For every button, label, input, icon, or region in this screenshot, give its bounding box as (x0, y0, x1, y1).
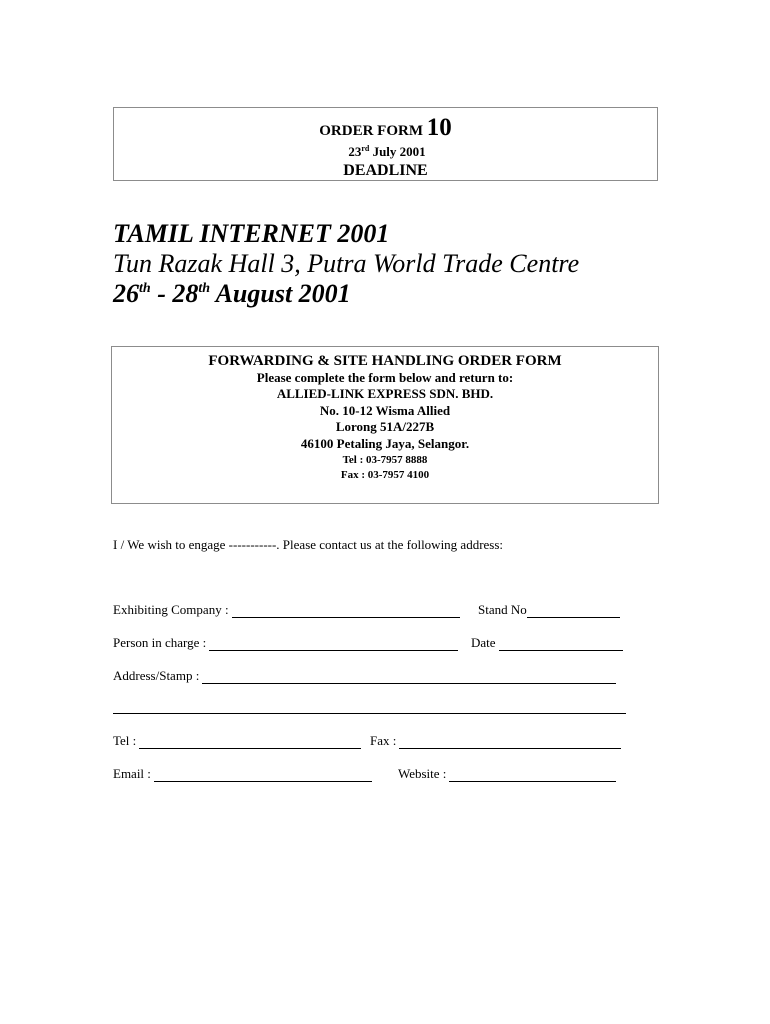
row-tel-fax (113, 733, 633, 751)
event-start-suffix: th (139, 281, 151, 296)
order-form-number: 10 (426, 114, 452, 141)
address-stamp-field[interactable] (113, 668, 616, 684)
deadline-day-suffix: rd (361, 144, 370, 153)
row-person-in-charge (113, 635, 633, 653)
fax-field[interactable] (370, 733, 621, 749)
website-field[interactable] (398, 766, 616, 782)
tel-label: Tel : (113, 733, 137, 748)
forwarding-company: ALLIED-LINK EXPRESS SDN. BHD. (276, 386, 494, 401)
order-form-label: ORDER FORM (319, 123, 427, 139)
order-form-title (114, 114, 657, 142)
tel-field[interactable] (113, 733, 361, 749)
event-venue: Tun Razak Hall 3, Putra World Trade Centre (113, 249, 580, 278)
forwarding-instruction: Please complete the form below and return to: (256, 370, 514, 385)
row-address-stamp (113, 668, 633, 686)
exhibiting-company-field[interactable] (113, 602, 460, 618)
forwarding-tel: Tel : 03-7957 8888 (342, 454, 428, 466)
website-label: Website : (398, 766, 447, 781)
date-label: Date (471, 635, 496, 650)
deadline-date (114, 144, 657, 160)
website-line[interactable] (449, 769, 616, 782)
deadline-month-year: July 2001 (369, 144, 426, 159)
forwarding-title: FORWARDING & SITE HANDLING ORDER FORM (208, 353, 562, 369)
event-date-separator: - 28 (150, 279, 199, 308)
forwarding-address-line1: No. 10-12 Wisma Allied (319, 403, 451, 418)
person-in-charge-line[interactable] (209, 638, 458, 651)
row-exhibiting-company (113, 602, 633, 620)
address-stamp-line[interactable] (202, 671, 616, 684)
forwarding-address-line3: 46100 Petaling Jaya, Selangor. (300, 436, 470, 451)
deadline-label: DEADLINE (343, 162, 428, 179)
address-stamp-label: Address/Stamp : (113, 668, 200, 683)
event-start-day: 26 (113, 279, 139, 308)
person-in-charge-field[interactable] (113, 635, 458, 651)
fax-line[interactable] (399, 736, 621, 749)
email-field[interactable] (113, 766, 372, 782)
event-title: TAMIL INTERNET 2001 (113, 219, 390, 248)
stand-no-line[interactable] (527, 605, 620, 618)
order-form-header-box (113, 107, 658, 181)
fax-label: Fax : (370, 733, 397, 748)
intro-text: I / We wish to engage -----------. Please contact us at the following address: (113, 537, 504, 552)
event-end-suffix: th (198, 281, 211, 296)
email-label: Email : (113, 766, 151, 781)
forwarding-address-line2: Lorong 51A/227B (335, 419, 435, 434)
event-dates (113, 278, 351, 310)
person-in-charge-label: Person in charge : (113, 635, 207, 650)
deadline-day: 23 (348, 144, 362, 159)
exhibiting-company-label: Exhibiting Company : (113, 602, 229, 617)
email-line[interactable] (154, 769, 372, 782)
date-line[interactable] (499, 638, 623, 651)
address-continuation-line[interactable] (113, 713, 626, 714)
forwarding-fax: Fax : 03-7957 4100 (340, 469, 430, 481)
stand-no-field[interactable] (478, 602, 620, 618)
row-email-website (113, 766, 633, 784)
exhibiting-company-line[interactable] (232, 605, 460, 618)
date-field[interactable] (471, 635, 623, 651)
tel-line[interactable] (139, 736, 361, 749)
forwarding-info-box (111, 346, 659, 504)
stand-no-label: Stand No (478, 602, 527, 617)
event-month-year: August 2001 (210, 279, 351, 308)
